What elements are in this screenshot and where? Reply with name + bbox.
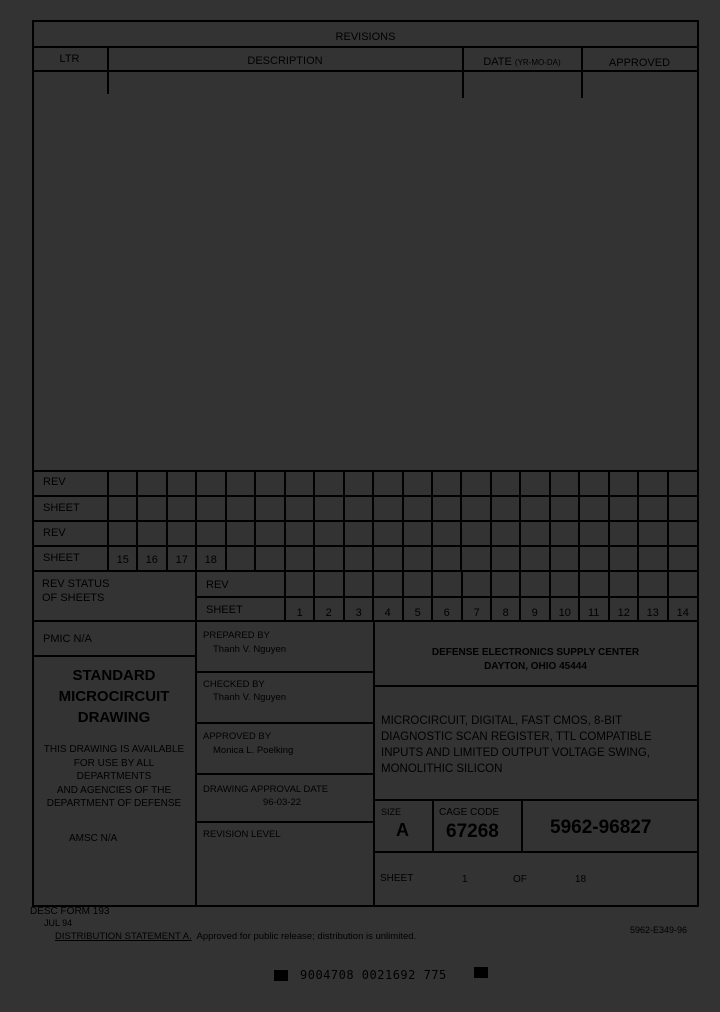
revision-level-label: REVISION LEVEL	[203, 829, 281, 840]
distribution-statement: DISTRIBUTION STATEMENT A. Approved for public release; distribution is unlimited.	[55, 931, 417, 942]
grid-row-label: SHEET	[43, 552, 80, 564]
amsc: AMSC N/A	[69, 833, 118, 844]
sheet-number-cell: 11	[588, 607, 600, 619]
approval-date: 96-03-22	[263, 797, 302, 808]
grid-row-label: REV	[43, 476, 66, 488]
drawing-title: STANDARD MICROCIRCUIT DRAWING	[58, 667, 170, 726]
sheet-number-cell: 5	[414, 607, 421, 619]
grid-line	[32, 570, 699, 572]
sheet-number-cell: 3	[355, 607, 362, 619]
availability-note: THIS DRAWING IS AVAILABLE FOR USE BY ALL DEPARTMENTS AND AGENCIES OF THE DEPARTMENT OF DEFENSE	[43, 744, 185, 809]
sheet-number-cell: 13	[646, 607, 659, 619]
cage-code-label: CAGE CODE	[439, 807, 500, 818]
grid-line	[460, 470, 462, 570]
pmic: PMIC N/A	[43, 633, 92, 645]
sheet-number-cell: 14	[676, 607, 689, 619]
grid-line	[196, 596, 699, 598]
approved-by-name: Monica L. Poelking	[213, 745, 294, 756]
grid-line	[431, 470, 433, 570]
form-date: JUL 94	[44, 918, 73, 928]
col-approved: APPROVED	[608, 57, 671, 69]
grid-line	[313, 470, 315, 570]
sheet-number-cell: 18	[204, 554, 217, 566]
sheet-total: 18	[575, 874, 587, 885]
checked-by-label: CHECKED BY	[203, 679, 265, 690]
grid-line	[372, 470, 374, 570]
approved-by-label: APPROVED BY	[203, 731, 272, 742]
grid-row-label: REV	[43, 527, 66, 539]
grid-row-label: SHEET	[43, 502, 80, 514]
grid-line	[32, 495, 699, 497]
agency: DEFENSE ELECTRONICS SUPPLY CENTER DAYTON, OHIO 45444	[431, 647, 640, 672]
sheet-number: 1	[462, 874, 468, 885]
sheet-label: SHEET	[206, 604, 243, 616]
col-date: DATE (YR-MO-DA)	[483, 56, 561, 68]
grid-line	[578, 470, 580, 570]
sheet-number-cell: 7	[473, 607, 480, 619]
grid-line	[549, 470, 551, 570]
prepared-by-name: Thanh V. Nguyen	[213, 644, 287, 655]
sheet-label: SHEET	[380, 873, 414, 884]
revisions-block	[32, 20, 699, 472]
barcode-number: 9004708 0021692 775	[300, 968, 447, 982]
sheet-number-cell: 17	[175, 554, 188, 566]
grid-line	[195, 570, 197, 622]
sheet-number-cell: 12	[617, 607, 630, 619]
col-description: DESCRIPTION	[247, 55, 323, 67]
grid-line	[32, 545, 699, 547]
grid-line	[402, 470, 404, 570]
rev-status-label-2: OF SHEETS	[42, 592, 105, 604]
part-description: MICROCIRCUIT, DIGITAL, FAST CMOS, 8-BIT DIAGNOSTIC SCAN REGISTER, TTL COMPATIBLE INPUTS AND LIMITED OUTPUT VOLTAGE SWING, MONOLITHIC SILICON	[381, 715, 652, 775]
grid-line	[32, 470, 699, 472]
grid-line	[490, 470, 492, 570]
size-label: SIZE	[381, 807, 402, 817]
grid-line	[343, 470, 345, 570]
of-label: OF	[513, 874, 527, 885]
rev-status-label: REV STATUS	[42, 578, 110, 590]
grid-line	[697, 470, 699, 622]
grid-line	[32, 520, 699, 522]
grid-line	[284, 470, 286, 570]
sheet-number-cell: 10	[558, 607, 571, 619]
grid-line	[637, 470, 639, 570]
grid-line	[254, 470, 256, 570]
revisions-title: REVISIONS	[335, 31, 396, 43]
sheet-number-cell: 2	[325, 607, 332, 619]
sheet-number-cell: 9	[531, 607, 538, 619]
sheet-number-cell: 15	[116, 554, 129, 566]
grid-line	[32, 470, 34, 622]
sheet-number-cell: 6	[443, 607, 450, 619]
rev-label: REV	[206, 579, 229, 591]
sheet-number-cell: 8	[502, 607, 509, 619]
col-ltr: LTR	[59, 53, 80, 65]
sheet-number-cell: 1	[296, 607, 303, 619]
cage-code: 67268	[446, 821, 499, 842]
grid-line	[667, 470, 669, 570]
grid-line	[608, 470, 610, 570]
document-number: 5962-96827	[550, 817, 652, 838]
size-value: A	[396, 820, 409, 840]
checked-by-name: Thanh V. Nguyen	[213, 692, 287, 703]
sheet-number-cell: 4	[384, 607, 391, 619]
sheet-number-cell: 16	[145, 554, 158, 566]
prepared-by-label: PREPARED BY	[203, 630, 270, 641]
approval-date-label: DRAWING APPROVAL DATE	[203, 784, 329, 795]
barcode-mark-left	[274, 970, 288, 981]
barcode-mark-right	[474, 967, 488, 978]
reference-number: 5962-E349-96	[630, 925, 688, 935]
form-number: DESC FORM 193	[30, 906, 110, 917]
grid-line	[519, 470, 521, 570]
